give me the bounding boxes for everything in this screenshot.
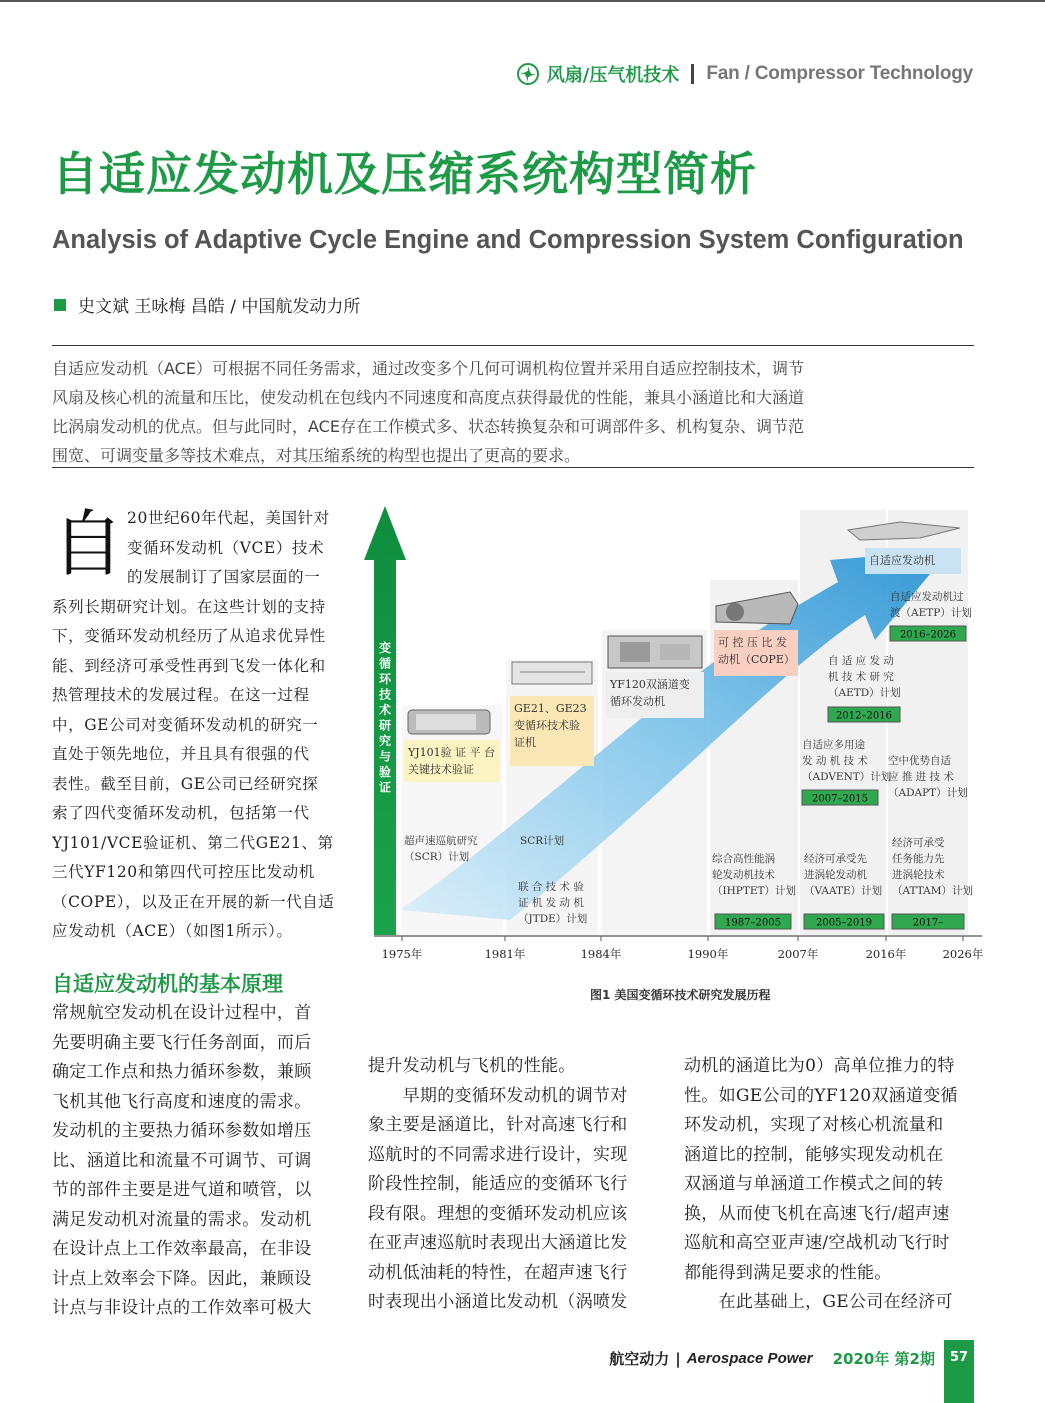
body-line: 早期的变循环发动机的调节对 bbox=[368, 1085, 628, 1106]
section-title-en: Fan / Compressor Technology bbox=[706, 63, 973, 84]
engine-label: GE21、GE23 bbox=[514, 702, 587, 715]
year-label: 2016年 bbox=[865, 947, 907, 961]
body-line: 涵道比的控制，能够实现发动机在 bbox=[684, 1144, 944, 1165]
abstract bbox=[52, 354, 974, 470]
issue-label: 2020年 第2期 bbox=[832, 1350, 935, 1368]
axis-label-char: 环 bbox=[378, 672, 392, 686]
body-line: 动机低油耗的特性，在超声速飞行 bbox=[368, 1262, 628, 1283]
axis-label-char: 循 bbox=[378, 656, 392, 671]
section-title-cn: 风扇/压气机技术 bbox=[546, 65, 680, 86]
program-label: 综合高性能涡 bbox=[712, 853, 775, 865]
fan-logo-icon bbox=[517, 63, 539, 85]
body-line: 双涵道与单涵道工作模式之间的转 bbox=[684, 1174, 944, 1194]
engine-label: YJ101验 证 平 台 bbox=[408, 746, 496, 759]
body-line: 热管理技术的发展过程。在这一过程 bbox=[52, 686, 310, 704]
program-label: 机 技 术 研 究 bbox=[828, 671, 894, 683]
year-label: 1984年 bbox=[580, 947, 622, 961]
program-label: 发 动 机 技 术 bbox=[802, 755, 868, 767]
axis-label-char: 研 bbox=[378, 718, 392, 733]
axis-label-char: 验 bbox=[378, 765, 392, 779]
engine-label: 自适应发动机 bbox=[869, 554, 935, 567]
axis-label-char: 变 bbox=[378, 641, 392, 655]
body-column-1 bbox=[52, 999, 344, 1324]
body-line: 系列长期研究计划。在这些计划的支持 bbox=[52, 597, 326, 616]
program-label: （JTDE）计划 bbox=[518, 913, 588, 925]
body-line: 能、到经济可承受性再到飞发一体化和 bbox=[52, 656, 326, 675]
engine-label: 关键技术验证 bbox=[408, 763, 474, 776]
body-line: 比、涵道比和流量不可调节、可调 bbox=[52, 1150, 312, 1171]
bullet-square-icon bbox=[54, 299, 66, 311]
body-line: 性。如GE公司的YF120双涵道变循 bbox=[684, 1085, 958, 1106]
body-line: （COPE），以及正在开展的新一代自适 bbox=[52, 892, 335, 911]
engine-label: 动机（COPE） bbox=[718, 653, 795, 666]
body-line: 巡航时的不同需求进行设计，实现 bbox=[368, 1144, 628, 1165]
ge21-engine-icon bbox=[512, 662, 592, 684]
yj101-engine-icon bbox=[408, 710, 490, 734]
program-label: （ADVENT）计划 bbox=[802, 771, 892, 783]
program-label: 联 合 技 术 验 bbox=[518, 881, 584, 893]
program-label: 自适应发动机过 bbox=[890, 591, 964, 603]
drop-cap: 自 bbox=[52, 502, 125, 586]
abstract-top-rule bbox=[52, 345, 974, 346]
body-line: 应发动机（ACE）（如图1所示）。 bbox=[52, 922, 293, 940]
abstract-line: 围宽、可调变量多等技术难点，对其压缩系统的构型也提出了更高的要求。 bbox=[52, 446, 581, 465]
footer-separator: | bbox=[675, 1349, 681, 1368]
year-label: 2026年 bbox=[942, 947, 984, 961]
program-label: 进涡轮发动机 bbox=[804, 869, 867, 881]
body-line: 20世纪60年代起，美国针对 bbox=[127, 509, 330, 527]
body-line: 索了四代变循环发动机，包括第一代 bbox=[52, 804, 310, 822]
intro-body bbox=[52, 593, 344, 947]
period-label: 2017– bbox=[912, 917, 944, 929]
figure-1-timeline-diagram bbox=[360, 500, 985, 970]
abstract-bottom-rule bbox=[52, 467, 974, 468]
body-line: 在亚声速巡航时表现出大涵道比发 bbox=[368, 1233, 628, 1253]
engine-label: 循环发动机 bbox=[610, 695, 665, 708]
program-label: 任务能力先 bbox=[892, 853, 945, 865]
body-line: 巡航和高空亚声速/空战机动飞行时 bbox=[684, 1233, 950, 1253]
axis-label-char: 证 bbox=[378, 780, 392, 795]
journal-name-en: Aerospace Power bbox=[686, 1350, 813, 1367]
body-line: 段有限。理想的变循环发动机应该 bbox=[368, 1203, 628, 1224]
body-line: 下，变循环发动机经历了从追求优异性 bbox=[52, 627, 326, 645]
body-column-3 bbox=[684, 1052, 976, 1318]
engine-label: 证机 bbox=[514, 736, 536, 749]
year-label: 1990年 bbox=[687, 947, 729, 961]
year-label: 2007年 bbox=[777, 947, 819, 961]
year-label: 1975年 bbox=[381, 947, 423, 961]
body-line: 三代YF120和第四代可控压比发动机 bbox=[52, 863, 315, 881]
yf120-engine-icon bbox=[608, 636, 702, 668]
program-label: 渡（AETP）计划 bbox=[890, 607, 972, 619]
program-label: （VAATE）计划 bbox=[804, 885, 883, 897]
authors-text: 史文斌 王咏梅 昌皓 / 中国航发动力所 bbox=[78, 297, 361, 317]
program-label: 证 机 发 动 机 bbox=[518, 897, 584, 909]
abstract-line: 自适应发动机（ACE）可根据不同任务需求，通过改变多个几何可调机构位置并采用自适应控制技术，调节 bbox=[52, 359, 804, 378]
engine-label: 变循环技术验 bbox=[514, 719, 580, 732]
body-line: 在此基础上，GE公司在经济可 bbox=[684, 1292, 953, 1312]
program-label: 自 适 应 发 动 bbox=[828, 655, 894, 667]
program-label: 经济可承受先 bbox=[804, 853, 867, 865]
top-rule bbox=[0, 0, 1045, 2]
body-column-2 bbox=[368, 1052, 660, 1318]
body-line: 阶段性控制，能适应的变循环飞行 bbox=[368, 1174, 628, 1194]
body-line: 环发动机，实现了对核心机流量和 bbox=[684, 1115, 944, 1135]
program-label: 经济可承受 bbox=[892, 837, 945, 849]
body-line: 提升发动机与飞机的性能。 bbox=[368, 1056, 576, 1076]
program-label: 超声速巡航研究 bbox=[404, 835, 478, 847]
body-line: 换，从而使飞机在高速飞行/超声速 bbox=[684, 1203, 950, 1224]
engine-label: YF120双涵道变 bbox=[610, 678, 690, 691]
body-line: 在设计点上工作效率最高，在非设 bbox=[52, 1239, 312, 1259]
article-title-en: Analysis of Adaptive Cycle Engine and Compression System Configuration bbox=[52, 226, 964, 254]
program-label: （IHPTET）计划 bbox=[712, 885, 797, 897]
body-line: 动机的涵道比为0）高单位推力的特 bbox=[684, 1056, 955, 1076]
program-label: 自适应多用途 bbox=[802, 739, 865, 751]
program-label: 进涡轮技术 bbox=[892, 869, 945, 881]
figure-caption: 图1 美国变循环技术研究发展历程 bbox=[590, 988, 771, 1002]
year-ticks bbox=[382, 936, 984, 961]
program-label: （AETD）计划 bbox=[828, 687, 901, 699]
page-number: 57 bbox=[944, 1340, 974, 1403]
author-line bbox=[54, 292, 360, 317]
body-line: 计点与非设计点的工作效率可极大 bbox=[52, 1298, 312, 1318]
program-label: （ATTAM）计划 bbox=[892, 885, 973, 897]
program-label: 应 推 进 技 术 bbox=[888, 771, 954, 783]
program-label: （ADAPT）计划 bbox=[888, 787, 968, 799]
running-header bbox=[517, 60, 973, 88]
period-label: 2007–2015 bbox=[812, 793, 868, 805]
program-label: 轮发动机技术 bbox=[712, 869, 775, 881]
axis-label-char: 究 bbox=[378, 734, 392, 748]
period-label: 2005–2019 bbox=[816, 917, 872, 929]
body-line: 中，GE公司对变循环发动机的研究一 bbox=[52, 715, 319, 734]
body-line: 的发展制订了国家层面的一 bbox=[127, 568, 321, 586]
body-line: 节的部件主要是进气道和喷管，以 bbox=[52, 1180, 312, 1200]
abstract-line: 比涡扇发动机的优点。但与此同时，ACE存在工作模式多、状态转换复杂和可调部件多、机构复杂、调节范 bbox=[52, 417, 804, 436]
program-label: SCR计划 bbox=[520, 835, 565, 847]
section-heading: 自适应发动机的基本原理 bbox=[52, 972, 283, 996]
body-line: YJ101/VCE验证机、第二代GE21、第 bbox=[52, 833, 334, 852]
body-line: 先要明确主要飞行任务剖面，而后 bbox=[52, 1032, 312, 1053]
body-line: 时表现出小涵道比发动机（涡喷发 bbox=[368, 1292, 628, 1312]
period-label: 2016–2026 bbox=[900, 629, 956, 641]
body-line: 变循环发动机（VCE）技术 bbox=[127, 538, 325, 557]
abstract-line: 风扇及核心机的流量和压比，使发动机在包线内不同速度和高度点获得最优的性能，兼具小涵道比和大涵道 bbox=[52, 388, 805, 407]
axis-label-char: 技 bbox=[378, 687, 392, 702]
body-line: 表性。截至目前，GE公司已经研究探 bbox=[52, 774, 319, 793]
body-line: 直处于领先地位，并且具有很强的代 bbox=[52, 745, 310, 763]
body-line: 计点上效率会下降。因此，兼顾设 bbox=[52, 1268, 312, 1289]
body-line: 发动机的主要热力循环参数如增压 bbox=[52, 1121, 312, 1141]
article-title-cn: 自适应发动机及压缩系统构型简析 bbox=[52, 147, 757, 201]
body-line: 常规航空发动机在设计过程中，首 bbox=[52, 1003, 312, 1023]
body-line: 满足发动机对流量的需求。发动机 bbox=[52, 1209, 312, 1230]
program-label: （SCR）计划 bbox=[404, 851, 470, 863]
journal-name-cn: 航空动力 bbox=[609, 1350, 670, 1368]
footer bbox=[609, 1348, 935, 1369]
intro-dropcap-lines bbox=[127, 504, 343, 593]
axis-label-char: 术 bbox=[378, 703, 392, 717]
body-line: 飞机其他飞行高度和速度的需求。 bbox=[52, 1091, 312, 1112]
body-line: 都能得到满足要求的性能。 bbox=[684, 1262, 892, 1283]
axis-label-char: 与 bbox=[378, 749, 392, 764]
year-label: 1981年 bbox=[484, 947, 526, 961]
body-line: 象主要是涵道比，针对高速飞行和 bbox=[368, 1115, 628, 1135]
period-label: 1987–2005 bbox=[725, 917, 781, 929]
engine-label: 可 控 压 比 发 bbox=[718, 636, 787, 649]
period-label: 2012–2016 bbox=[836, 710, 892, 722]
program-label: 空中优势自适 bbox=[888, 755, 951, 767]
body-line: 确定工作点和热力循环参数，兼顾 bbox=[52, 1062, 312, 1082]
header-divider bbox=[691, 64, 694, 84]
